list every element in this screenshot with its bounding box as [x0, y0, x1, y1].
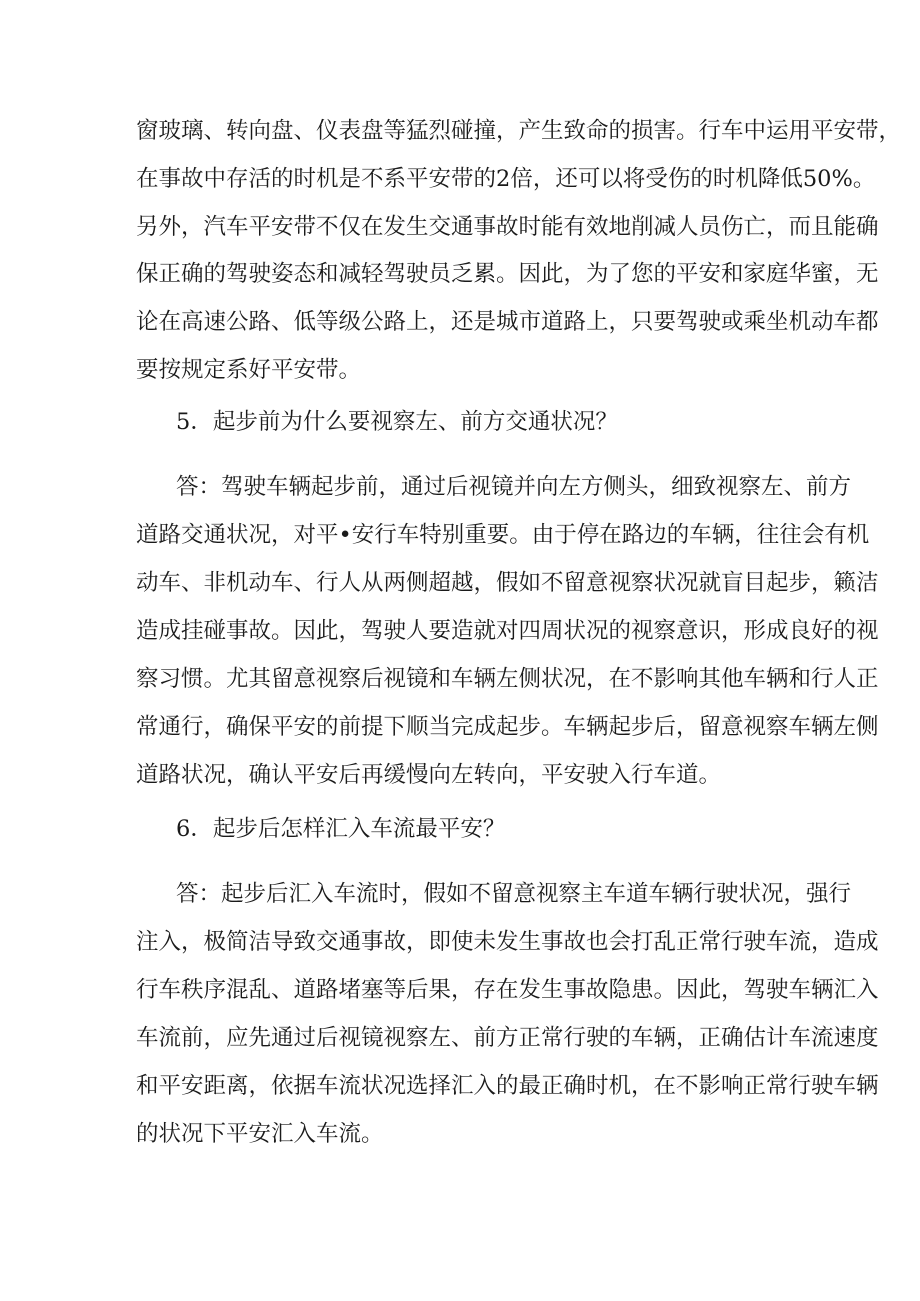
text-line: 常通行，确保平安的前提下顺当完成起步。车辆起步后，留意视察车辆左侧 — [136, 714, 879, 740]
text-line: 窗玻璃、转向盘、仪表盘等猛烈碰撞，产生致命的损害。行车中运用平安带， — [136, 118, 902, 144]
text-line: 的状况下平安汇入车流。 — [136, 1121, 384, 1147]
question-5-heading: 5．起步前为什么要视察左、前方交通状况？ — [176, 409, 618, 435]
text-line: 答：起步后汇入车流时，假如不留意视察主车道车辆行驶状况，强行 — [176, 881, 852, 907]
text-line: 要按规定系好平安带。 — [136, 357, 362, 383]
question-6-heading: 6．起步后怎样汇入车流最平安？ — [176, 816, 506, 842]
text-line: 道路状况，确认平安后再缓慢向左转向，平安驶入行车道。 — [136, 762, 722, 788]
text-line: 车流前，应先通过后视镜视察左、前方正常行驶的车辆，正确估计车流速度 — [136, 1025, 879, 1051]
text-line: 动车、非机动车、行人从两侧超越，假如不留意视察状况就盲目起步，籁洁 — [136, 570, 879, 596]
text-line: 行车秩序混乱、道路堵塞等后果，存在发生事故隐患。因此，驾驶车辆汇入 — [136, 977, 879, 1003]
text-line: 答：驾驶车辆起步前，通过后视镜并向左方侧头，细致视察左、前方 — [176, 474, 852, 500]
text-line: 在事故中存活的时机是不系平安带的2倍，还可以将受伤的时机降低50%。 — [136, 166, 876, 192]
text-line: 注入，极简洁导致交通事故，即使未发生事故也会打乱正常行驶车流，造成 — [136, 929, 879, 955]
text-line: 道路交通状况，对平•安行车特别重要。由于停在路边的车辆，往往会有机 — [136, 522, 870, 548]
text-line: 造成挂碰事故。因此，驾驶人要造就对四周状况的视察意识，形成良好的视 — [136, 618, 879, 644]
text-line: 论在高速公路、低等级公路上，还是城市道路上，只要驾驶或乘坐机动车都 — [136, 309, 879, 335]
text-line: 和平安距离，依据车流状况选择汇入的最正确时机，在不影响正常行驶车辆 — [136, 1073, 879, 1099]
text-line: 另外，汽车平安带不仅在发生交通事故时能有效地削减人员伤亡，而且能确 — [136, 214, 879, 240]
text-line: 保正确的驾驶姿态和减轻驾驶员乏累。因此，为了您的平安和家庭华蜜，无 — [136, 261, 879, 287]
text-line: 察习惯。尤其留意视察后视镜和车辆左侧状况，在不影响其他车辆和行人正 — [136, 666, 879, 692]
